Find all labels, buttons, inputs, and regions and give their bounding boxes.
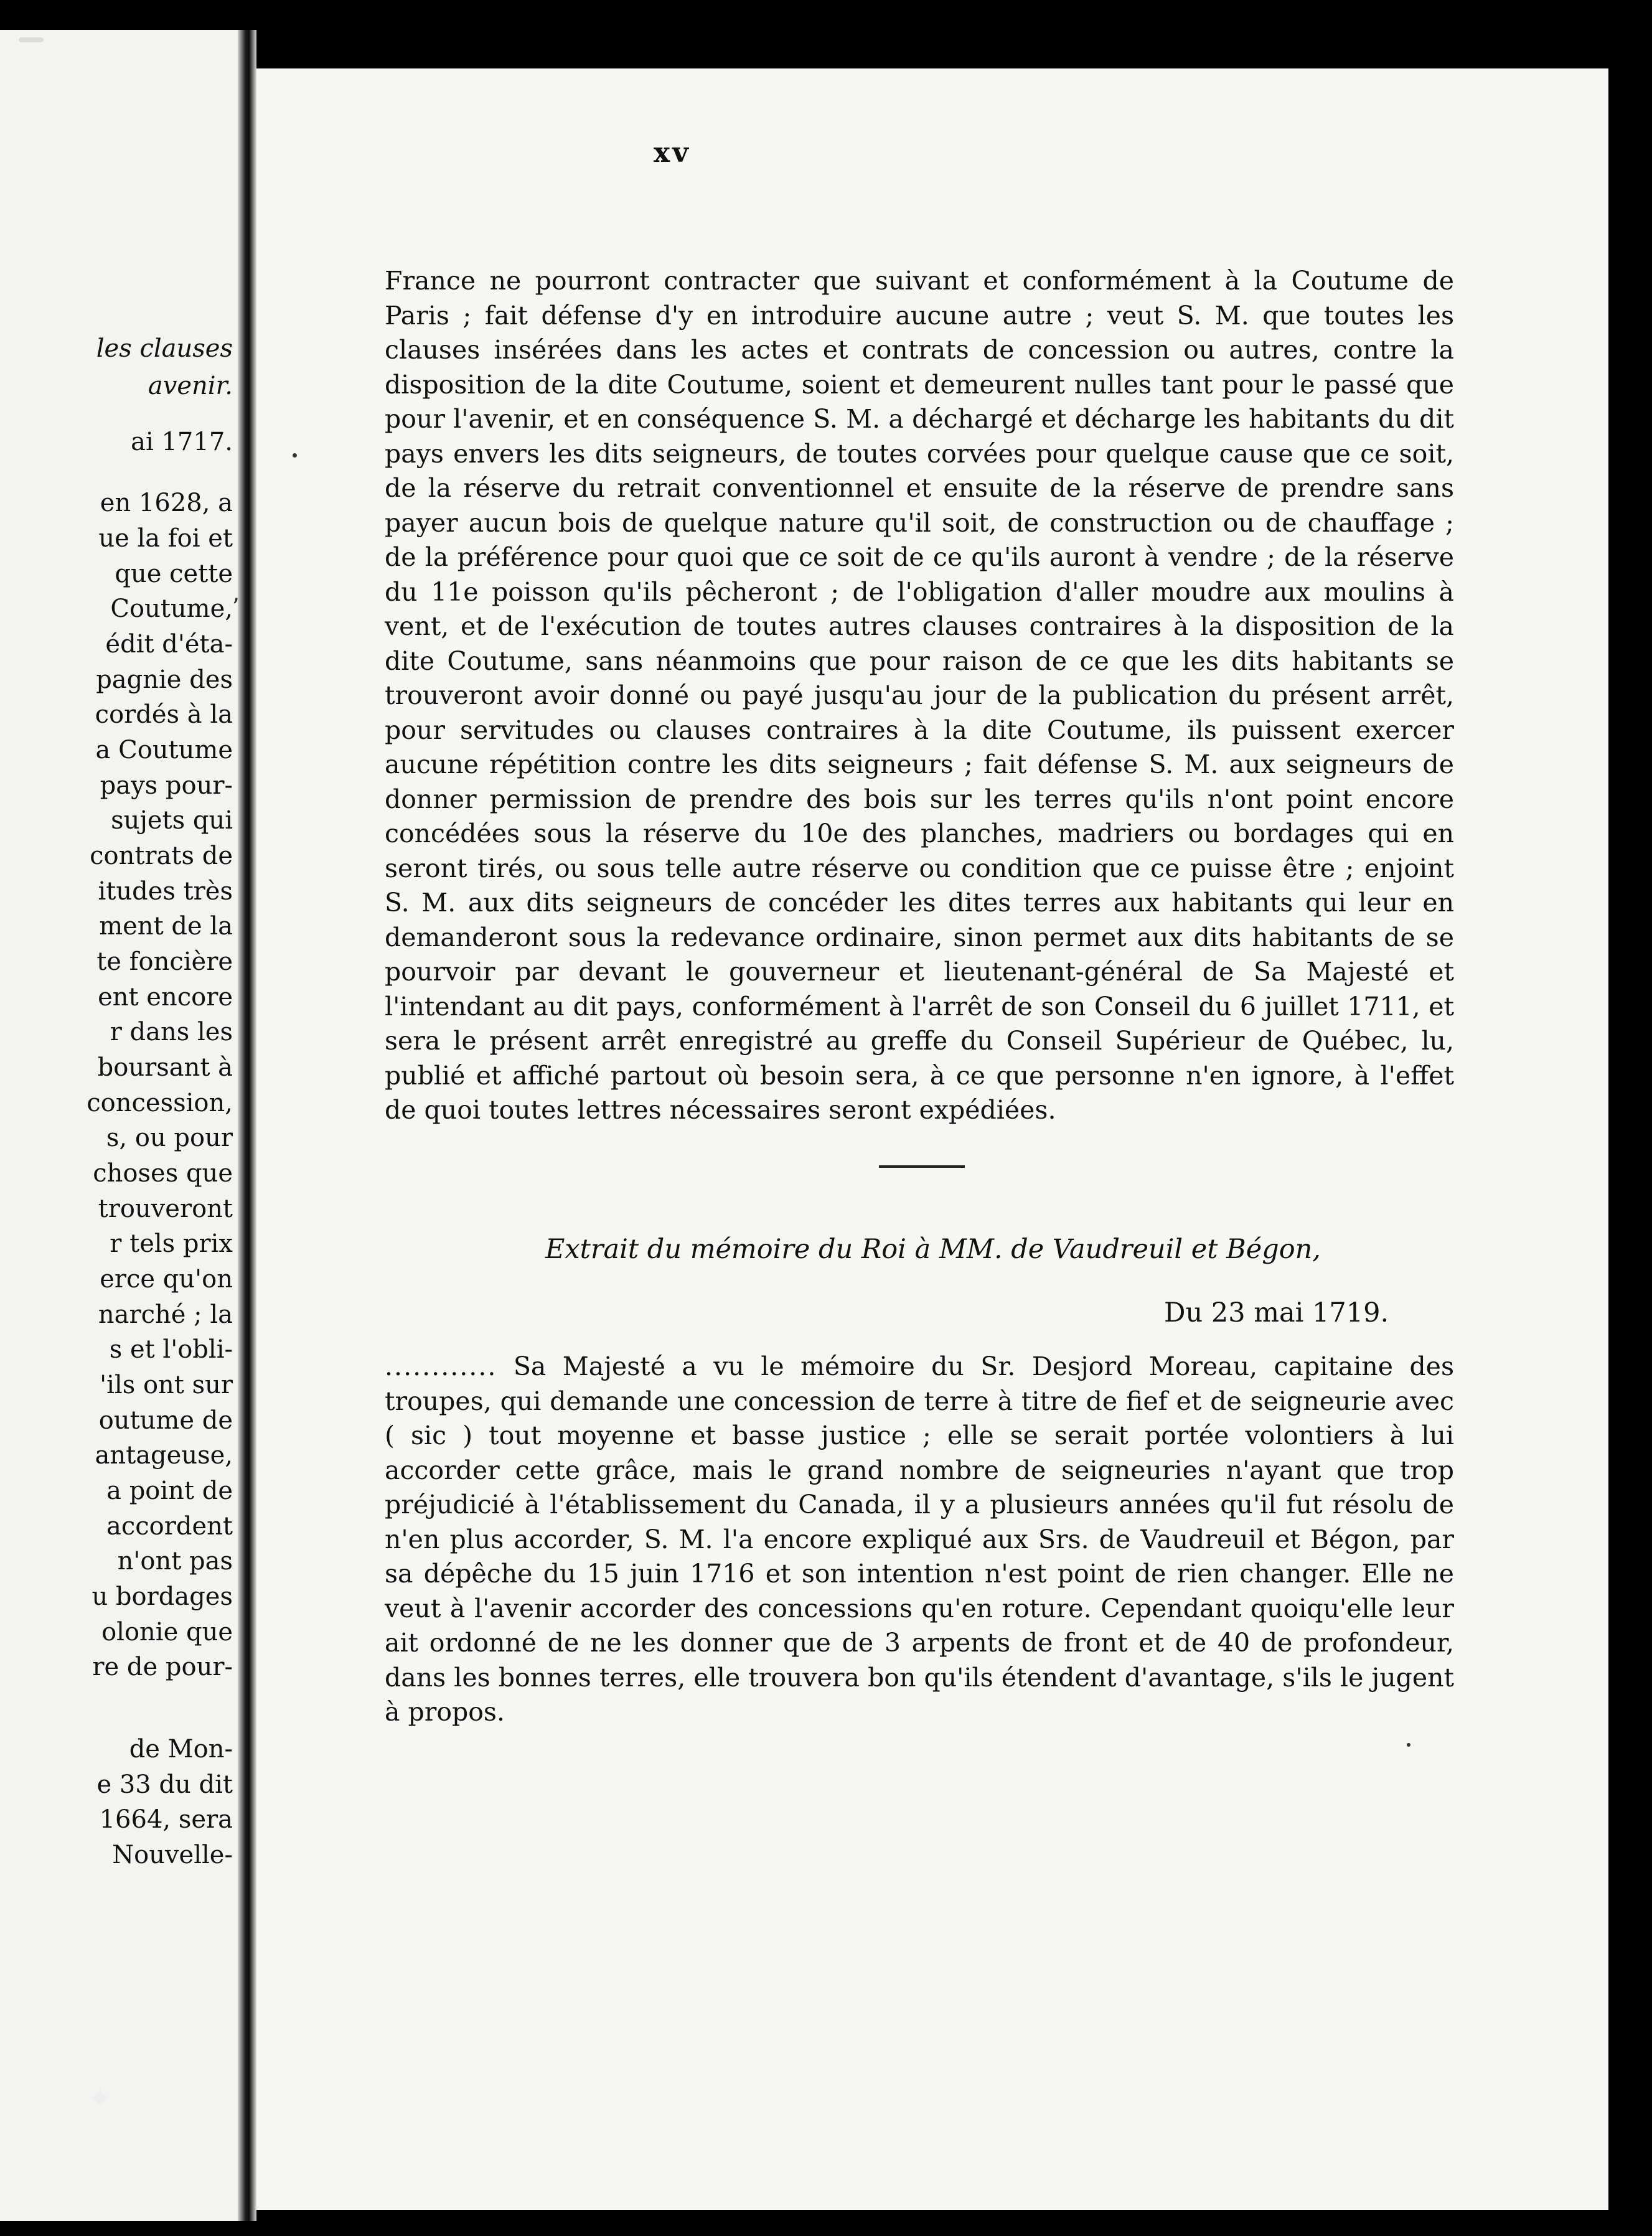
left-page-line: a point de — [106, 1477, 233, 1505]
left-page-line: trouveront — [98, 1195, 233, 1223]
left-page-line: boursant à — [97, 1053, 233, 1082]
left-page-line: avenir. — [148, 372, 233, 400]
scan-speck — [19, 37, 44, 42]
scan-speck — [1407, 1743, 1410, 1747]
left-page-line: 'ils ont sur — [100, 1371, 233, 1399]
left-page-line: pays pour- — [100, 771, 233, 800]
left-page-line: ue la foi et — [98, 524, 233, 553]
left-page-line: olonie que — [101, 1618, 233, 1646]
left-page-line: ai 1717. — [131, 428, 233, 456]
left-page-line: 1664, sera — [99, 1805, 233, 1834]
left-page-line: les clauses — [96, 334, 233, 363]
left-page-line: ment de la — [99, 912, 233, 941]
memo-paragraph-text: Sa Majesté a vu le mémoire du Sr. Desjord Moreau, capitaine des troupes, qui demande une concession de terre à titre de fief et de seigneurie avec ( sic ) tout moyenne et basse justice ; elle se serait portée volontiers à lui accorder cette grâce, mais le grand nombre de seigneuries n'ayant que trop préjudicié à l'établissement du Canada, il y a plusieurs années qu'il fut résolu de n'en plus accorder, S. M. l'a encore expliqué aux Srs. de Vaudreuil et Bégon, par sa dépêche du 15 juin 1716 et son intention n'est point de rien changer. Elle ne veut à l'avenir accorder des concessions qu'en roture. Cependant quoiqu'elle leur ait ordonné de ne les donner que de 3 arpents de front et de 40 de profondeur, dans les bonnes terres, elle trouvera bon qu'ils étendent d'avantage, s'ils le jugent à propos. — [385, 1351, 1454, 1727]
left-page-line: s, ou pour — [106, 1124, 233, 1152]
left-page-line: concession, — [87, 1089, 233, 1117]
section-date: Du 23 mai 1719. — [1164, 1297, 1389, 1328]
left-page-line: re de pour- — [92, 1653, 233, 1681]
left-page-line: cordés à la — [95, 700, 233, 729]
left-page-line: antageuse, — [95, 1441, 233, 1470]
left-page-line: n'ont pas — [117, 1547, 233, 1576]
left-page-line: r tels prix — [110, 1229, 233, 1258]
scan-speck — [293, 453, 297, 458]
left-page-line: que cette — [115, 560, 233, 588]
leader-dots: ............ — [385, 1351, 497, 1381]
page-number: xv — [654, 137, 691, 169]
section-divider-rule — [879, 1165, 965, 1168]
left-page-line: contrats de — [90, 842, 233, 870]
left-page-line: narché ; la — [98, 1300, 233, 1329]
left-page-line: accordent — [106, 1512, 233, 1541]
left-page-line: erce qu'on — [100, 1265, 233, 1294]
left-page-line: choses que — [93, 1159, 233, 1188]
scan-artifact-mark: ✦ — [87, 2080, 113, 2116]
left-page-line: de Mon- — [129, 1735, 233, 1764]
left-page-line: sujets qui — [111, 806, 233, 835]
page-gutter — [238, 30, 256, 2221]
memo-paragraph — [385, 1350, 1454, 1730]
left-page-line: pagnie des — [96, 665, 233, 694]
left-page-line: Nouvelle- — [112, 1841, 233, 1869]
left-page-line: r dans les — [110, 1018, 233, 1046]
left-page-line: édit d'éta- — [105, 630, 233, 659]
left-page-line: en 1628, a — [100, 489, 233, 517]
left-facing-page — [0, 30, 238, 2221]
left-page-line: itudes très — [98, 877, 233, 906]
main-paragraph — [385, 264, 1454, 1128]
margin-mark: ’ — [232, 594, 240, 620]
left-page-line: s et l'obli- — [109, 1335, 233, 1364]
main-paragraph-text: France ne pourront contracter que suivant et conformément à la Coutume de Paris ; fait défense d'y en introduire aucune autre ; veut S. M. que toutes les clauses insérées dans les actes et contrats de concession ou autres, contre la disposition de la dite Coutume, soient et demeurent nulles tant pour le passé que pour l'avenir, et en conséquence S. M. a déchargé et décharge les habitants du dit pays envers les dits seigneurs, de toutes corvées pour quelque cause que ce soit, de la réserve du retrait conventionnel et ensuite de la réserve de prendre sans payer aucun bois de quelque nature qu'il soit, de construction ou de chauffage ; de la préférence pour quoi que ce soit de ce qu'ils auront à vendre ; de la réserve du 11e poisson qu'ils pêcheront ; de l'obligation d'aller moudre aux moulins à vent, et de l'exécution de toutes autres clauses contraires à la disposition de la dite Coutume, sans néanmoins que pour raison de ce que les dits habitants se trouveront avoir donné ou payé jusqu'au jour de la publication du présent arrêt, pour servitudes ou clauses contraires à la dite Coutume, ils puissent exercer aucune répétition contre les dits seigneurs ; fait défense S. M. aux seigneurs de donner permission de prendre des bois sur les terres qu'ils n'ont point encore concédées sous la réserve du 10e des planches, madriers ou bordages qui en seront tirés, ou sous telle autre réserve ou condition que ce puisse être ; enjoint S. M. aux dits seigneurs de concéder les dites terres aux habitants qui leur en demanderont sous la redevance ordinaire, sinon permet aux dits habitants de se pourvoir par devant le gouverneur et lieutenant-général de Sa Majesté et l'intendant au dit pays, conformément à l'arrêt de son Conseil du 6 juillet 1711, et sera le présent arrêt enregistré au greffe du Conseil Supérieur de Québec, lu, publié et affiché partout où besoin sera, à ce que personne n'en ignore, à l'effet de quoi toutes lettres nécessaires seront expédiées. — [385, 266, 1454, 1125]
left-page-line: te foncière — [96, 947, 233, 976]
left-page-line: u bordages — [92, 1582, 233, 1611]
left-page-line: Coutume, — [110, 594, 233, 623]
left-page-line: outume de — [98, 1406, 233, 1435]
left-page-line: a Coutume — [95, 736, 233, 764]
section-heading: Extrait du mémoire du Roi à MM. de Vaudreuil et Bégon, — [545, 1234, 1321, 1265]
left-page-line: ent encore — [98, 983, 233, 1012]
left-page-line: e 33 du dit — [96, 1770, 233, 1799]
